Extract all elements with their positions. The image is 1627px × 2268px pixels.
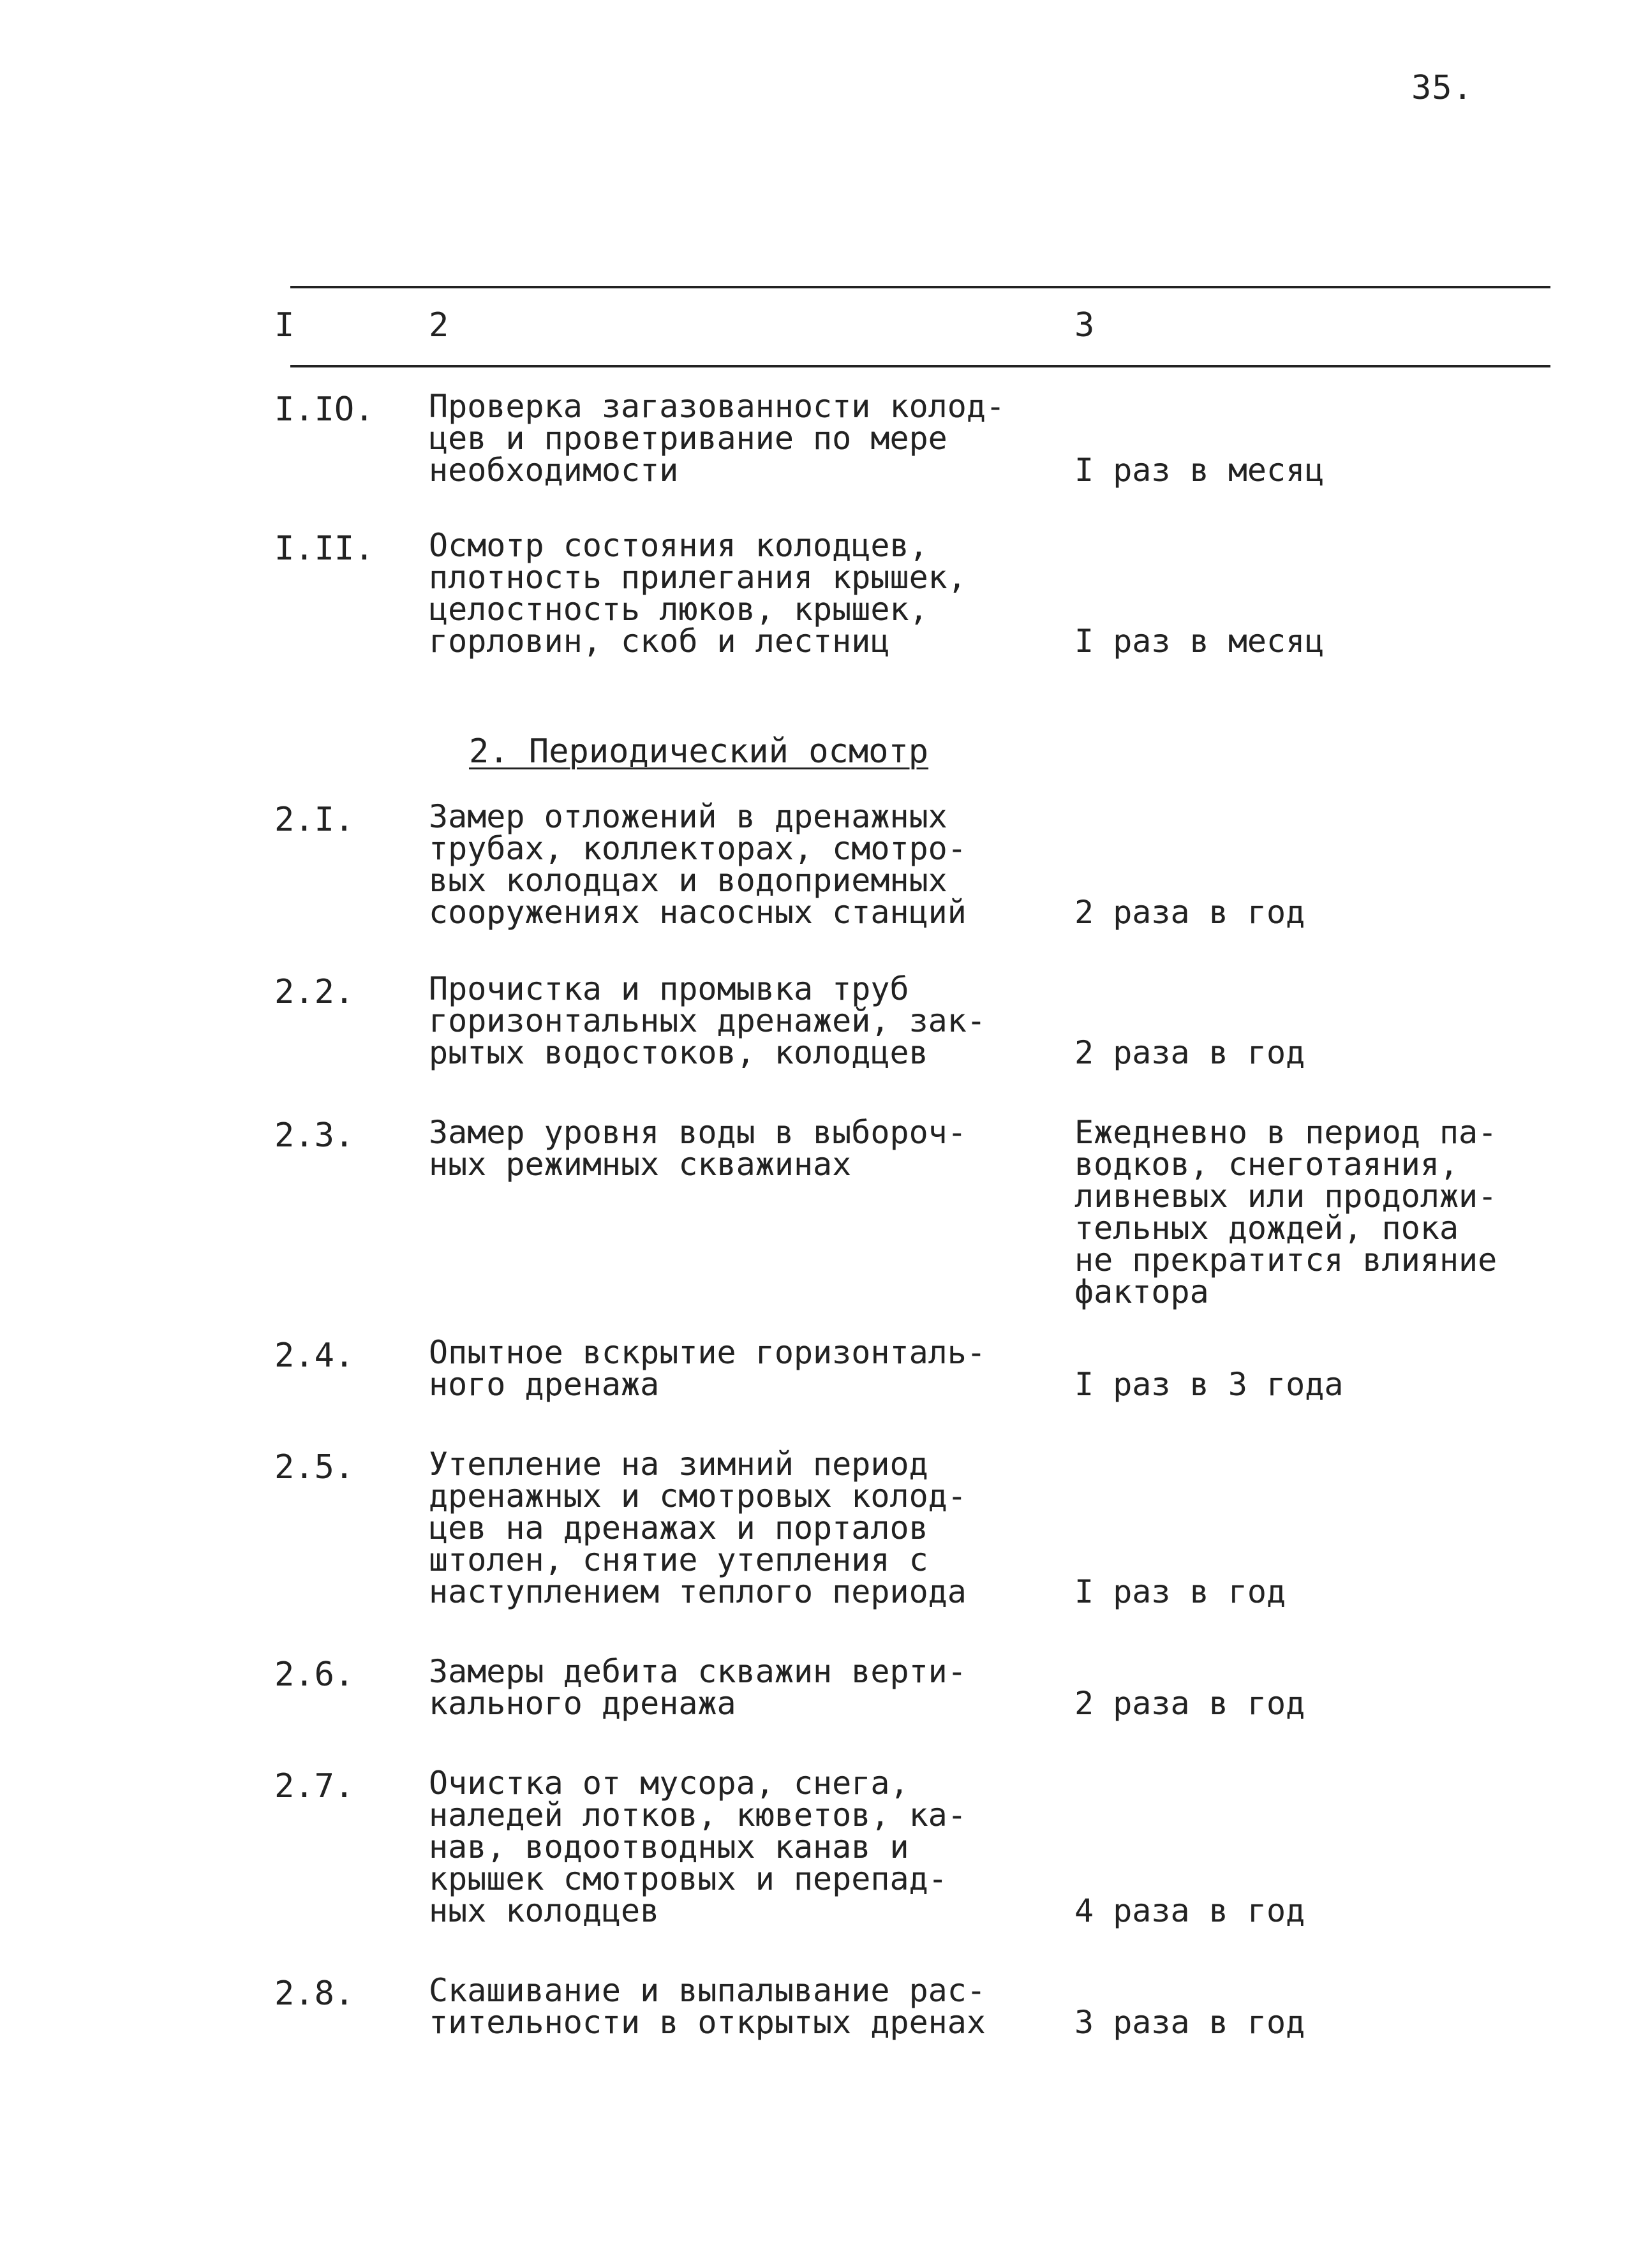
row-frequency: I раз в 3 года	[1074, 1366, 1344, 1403]
row-frequency: 4 раза в год	[1074, 1892, 1305, 1929]
row-description: Осмотр состояния колодцев, плотность прилегания крышек, целостность люков, крышек, горловин, скоб и лестниц	[429, 527, 967, 660]
row-frequency: I раз в месяц	[1074, 452, 1325, 489]
row-number: 2.7.	[274, 1767, 355, 1805]
section-title: 2. Периодический осмотр	[469, 732, 929, 771]
row-description: Замеры дебита скважин верти- кального дренажа	[429, 1653, 967, 1722]
row-number: 2.3.	[274, 1116, 355, 1155]
row-frequency: 2 раза в год	[1074, 1685, 1305, 1722]
row-description: Опытное вскрытие горизонталь- ного дренажа	[429, 1334, 986, 1403]
row-number: 2.2.	[274, 973, 355, 1011]
row-frequency: I раз в год	[1074, 1573, 1286, 1610]
column-header-3: 3	[1074, 306, 1095, 345]
row-frequency: 3 раза в год	[1074, 2004, 1305, 2041]
column-header-2: 2	[429, 306, 449, 345]
row-frequency: 2 раза в год	[1074, 894, 1305, 931]
row-frequency: I раз в месяц	[1074, 623, 1325, 660]
row-description: Проверка загазованности колод- цев и проветривание по мере необходимости	[429, 388, 1006, 489]
row-description: Замер уровня воды в выбороч- ных режимных скважинах	[429, 1114, 967, 1183]
table-top-rule	[290, 286, 1550, 288]
row-frequency: 2 раза в год	[1074, 1034, 1305, 1071]
row-number: 2.6.	[274, 1656, 355, 1694]
row-number: 2.8.	[274, 1975, 355, 2013]
row-number: 2.I.	[274, 801, 355, 839]
row-number: 2.4.	[274, 1337, 355, 1375]
row-description: Утепление на зимний период дренажных и смотровых колод- цев на дренажах и порталов штолен, снятие утепления с наступлением теплого периода	[429, 1446, 967, 1610]
row-frequency: Ежедневно в период па- водков, снеготаяния, ливневых или продолжи- тельных дождей, пока не прекратится влияние фактора	[1074, 1114, 1497, 1310]
row-number: 2.5.	[274, 1448, 355, 1486]
column-header-1: I	[274, 306, 295, 345]
row-number: I.IO.	[274, 390, 375, 429]
row-description: Скашивание и выпалывание рас- тительности в открытых дренах	[429, 1972, 986, 2041]
row-description: Прочистка и промывка труб горизонтальных дренажей, зак- рытых водостоков, колодцев	[429, 970, 986, 1071]
table-header-rule	[290, 365, 1550, 367]
row-description: Замер отложений в дренажных трубах, коллекторах, смотро- вых колодцах и водоприемных сооружениях насосных станций	[429, 798, 967, 931]
page-number: 35.	[1411, 69, 1473, 107]
row-number: I.II.	[274, 530, 375, 568]
row-description: Очистка от мусора, снега, наледей лотков, кюветов, ка- нав, водоотводных канав и крышек смотровых и перепад- ных колодцев	[429, 1765, 967, 1929]
